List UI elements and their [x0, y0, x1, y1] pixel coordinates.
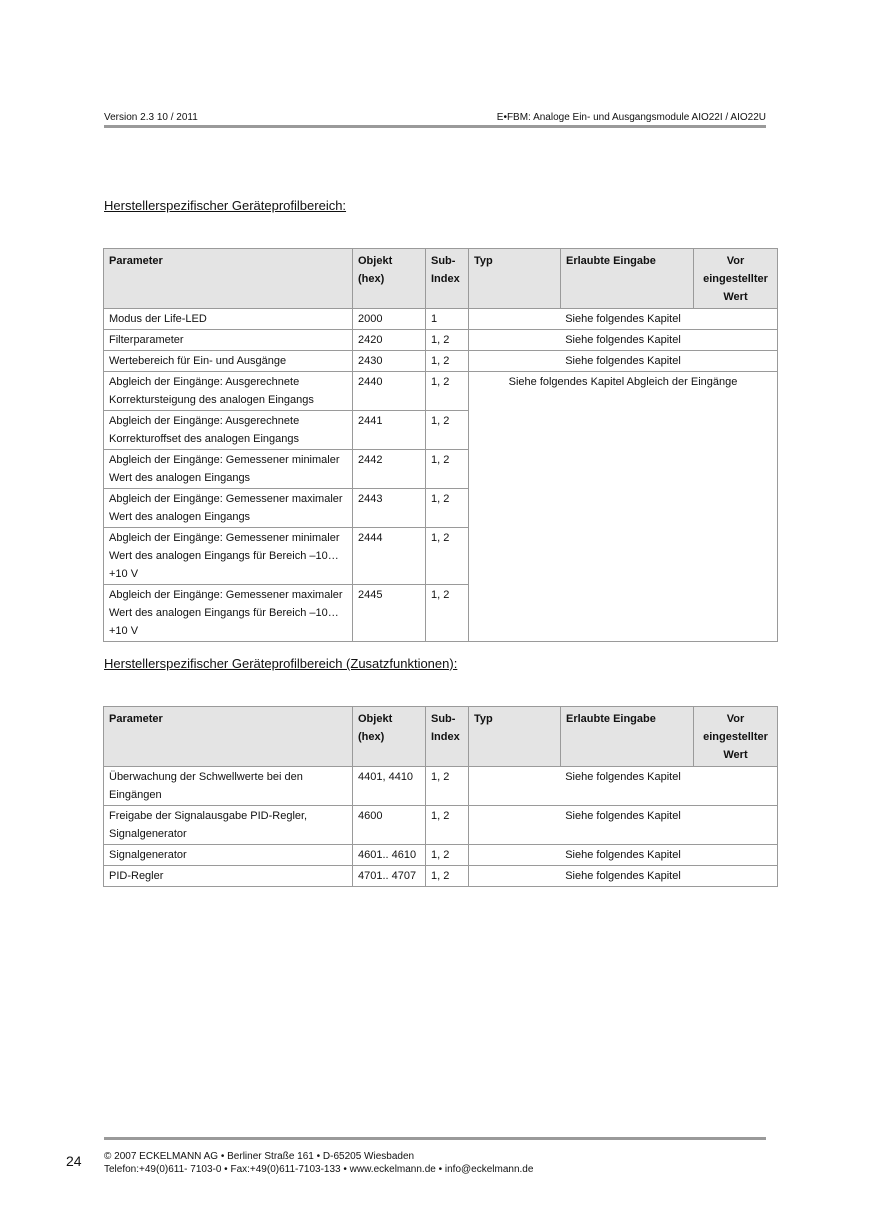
- column-header-vor-eingestellter-wert: Vor eingestellter Wert: [694, 249, 778, 309]
- table-row: [104, 330, 778, 351]
- cell-subindex: 1: [426, 309, 469, 330]
- cell-subindex: 1, 2: [426, 489, 469, 528]
- column-header-typ: Typ: [469, 707, 561, 767]
- cell-objekt: 2440: [353, 372, 426, 411]
- table-header-row: [104, 707, 778, 767]
- cell-parameter: Signalgenerator: [104, 845, 353, 866]
- cell-parameter: Freigabe der Signalausgabe PID-Regler, Signalgenerator: [104, 806, 353, 845]
- cell-parameter: Abgleich der Eingänge: Ausgerechnete Korrekturoffset des analogen Eingangs: [104, 411, 353, 450]
- cell-note: Siehe folgendes Kapitel: [469, 330, 778, 351]
- header-divider: [104, 125, 766, 128]
- footer-divider: [104, 1137, 766, 1140]
- column-header-erlaubte-eingabe: Erlaubte Eingabe: [561, 249, 694, 309]
- column-header-objekt: Objekt (hex): [353, 707, 426, 767]
- column-header-subindex: Sub-Index: [426, 707, 469, 767]
- cell-note-abgleich: Siehe folgendes Kapitel Abgleich der Eingänge: [469, 372, 778, 642]
- cell-subindex: 1, 2: [426, 330, 469, 351]
- cell-subindex: 1, 2: [426, 866, 469, 887]
- cell-objekt: 4701.. 4707: [353, 866, 426, 887]
- cell-objekt: 2442: [353, 450, 426, 489]
- cell-parameter: PID-Regler: [104, 866, 353, 887]
- cell-subindex: 1, 2: [426, 585, 469, 642]
- cell-objekt: 4601.. 4610: [353, 845, 426, 866]
- cell-subindex: 1, 2: [426, 806, 469, 845]
- table-row: [104, 372, 778, 411]
- cell-parameter: Abgleich der Eingänge: Ausgerechnete Korrektursteigung des analogen Eingangs: [104, 372, 353, 411]
- table-row: [104, 767, 778, 806]
- cell-parameter: Überwachung der Schwellwerte bei den Eingängen: [104, 767, 353, 806]
- cell-parameter: Filterparameter: [104, 330, 353, 351]
- cell-objekt: 4401, 4410: [353, 767, 426, 806]
- cell-objekt: 2443: [353, 489, 426, 528]
- column-header-typ: Typ: [469, 249, 561, 309]
- cell-subindex: 1, 2: [426, 845, 469, 866]
- cell-parameter: Modus der Life-LED: [104, 309, 353, 330]
- header-version: Version 2.3 10 / 2011: [104, 112, 198, 123]
- table-header-row: [104, 249, 778, 309]
- cell-note: Siehe folgendes Kapitel: [469, 806, 778, 845]
- section-title-geraeteprofil: Herstellerspezifischer Geräteprofilbereich:: [104, 198, 347, 213]
- cell-note: Siehe folgendes Kapitel: [469, 845, 778, 866]
- column-header-objekt: Objekt (hex): [353, 249, 426, 309]
- table-row: [104, 845, 778, 866]
- table-row: [104, 309, 778, 330]
- table-row: [104, 351, 778, 372]
- cell-subindex: 1, 2: [426, 372, 469, 411]
- cell-subindex: 1, 2: [426, 450, 469, 489]
- cell-note: Siehe folgendes Kapitel: [469, 767, 778, 806]
- cell-note: Siehe folgendes Kapitel: [469, 866, 778, 887]
- section-title-zusatzfunktionen: Herstellerspezifischer Geräteprofilbereich (Zusatzfunktionen):: [104, 656, 458, 671]
- cell-note: Siehe folgendes Kapitel: [469, 351, 778, 372]
- column-header-subindex: Sub-Index: [426, 249, 469, 309]
- cell-parameter: Abgleich der Eingänge: Gemessener maximaler Wert des analogen Eingangs für Bereich –10…+10 V: [104, 585, 353, 642]
- cell-parameter: Abgleich der Eingänge: Gemessener maximaler Wert des analogen Eingangs: [104, 489, 353, 528]
- cell-objekt: 4600: [353, 806, 426, 845]
- column-header-vor-eingestellter-wert: Vor eingestellter Wert: [694, 707, 778, 767]
- cell-parameter: Abgleich der Eingänge: Gemessener minimaler Wert des analogen Eingangs für Bereich –10…+10 V: [104, 528, 353, 585]
- cell-objekt: 2445: [353, 585, 426, 642]
- cell-objekt: 2441: [353, 411, 426, 450]
- footer-address: © 2007 ECKELMANN AG • Berliner Straße 161 • D-65205 Wiesbaden: [104, 1151, 415, 1162]
- column-header-parameter: Parameter: [104, 707, 353, 767]
- header-document-title: E•FBM: Analoge Ein- und Ausgangsmodule AIO22I / AIO22U: [496, 112, 766, 123]
- footer-contact: Telefon:+49(0)611- 7103-0 • Fax:+49(0)611-7103-133 • www.eckelmann.de • info@eckelmann.de: [104, 1164, 534, 1175]
- cell-objekt: 2444: [353, 528, 426, 585]
- cell-note: Siehe folgendes Kapitel: [469, 309, 778, 330]
- page-number: 24: [66, 1153, 82, 1169]
- cell-parameter: Wertebereich für Ein- und Ausgänge: [104, 351, 353, 372]
- cell-subindex: 1, 2: [426, 411, 469, 450]
- cell-objekt: 2420: [353, 330, 426, 351]
- parameter-table-geraeteprofil: [103, 248, 778, 642]
- table-row: [104, 806, 778, 845]
- table-row: [104, 866, 778, 887]
- cell-objekt: 2000: [353, 309, 426, 330]
- cell-subindex: 1, 2: [426, 351, 469, 372]
- parameter-table-zusatzfunktionen: [103, 706, 778, 887]
- cell-objekt: 2430: [353, 351, 426, 372]
- cell-subindex: 1, 2: [426, 767, 469, 806]
- cell-parameter: Abgleich der Eingänge: Gemessener minimaler Wert des analogen Eingangs: [104, 450, 353, 489]
- cell-subindex: 1, 2: [426, 528, 469, 585]
- column-header-erlaubte-eingabe: Erlaubte Eingabe: [561, 707, 694, 767]
- column-header-parameter: Parameter: [104, 249, 353, 309]
